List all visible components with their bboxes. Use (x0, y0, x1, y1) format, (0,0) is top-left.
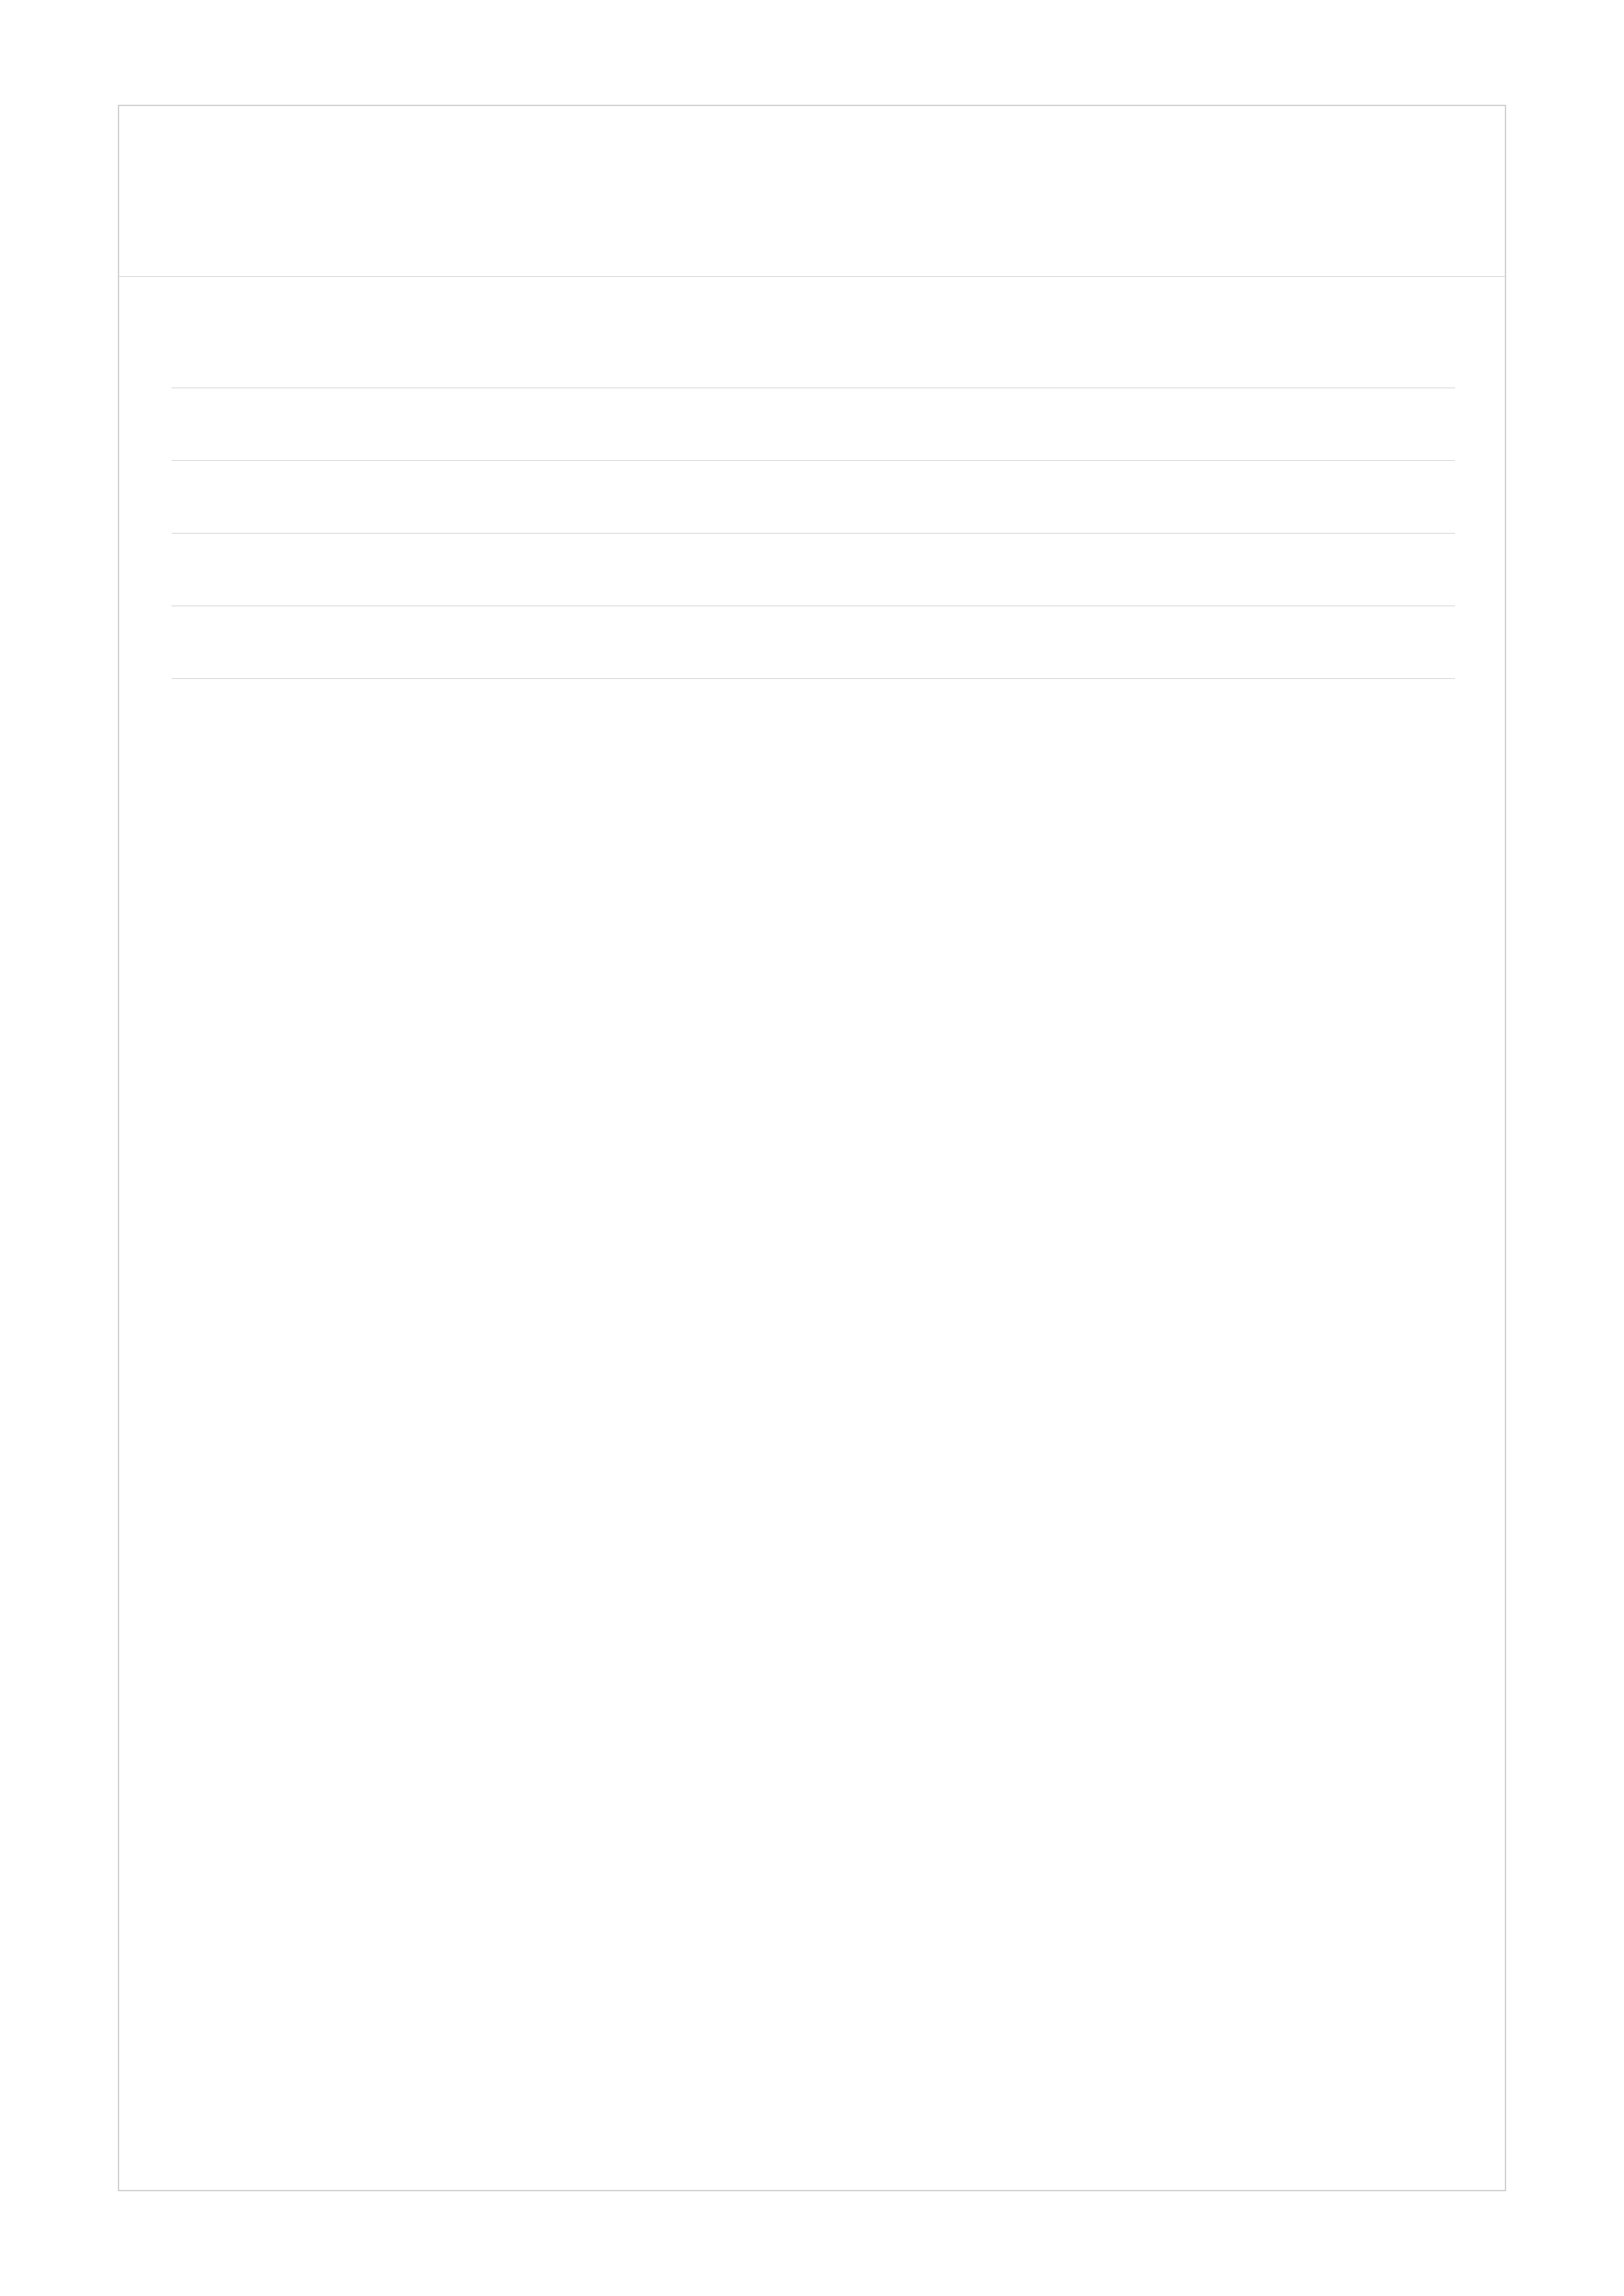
document-header (119, 106, 1505, 277)
form-field (172, 316, 1455, 388)
form-field (172, 534, 1455, 606)
form-fields (172, 316, 1455, 679)
document-page (118, 105, 1506, 2191)
form-field (172, 606, 1455, 679)
form-field (172, 388, 1455, 461)
form-field (172, 461, 1455, 534)
